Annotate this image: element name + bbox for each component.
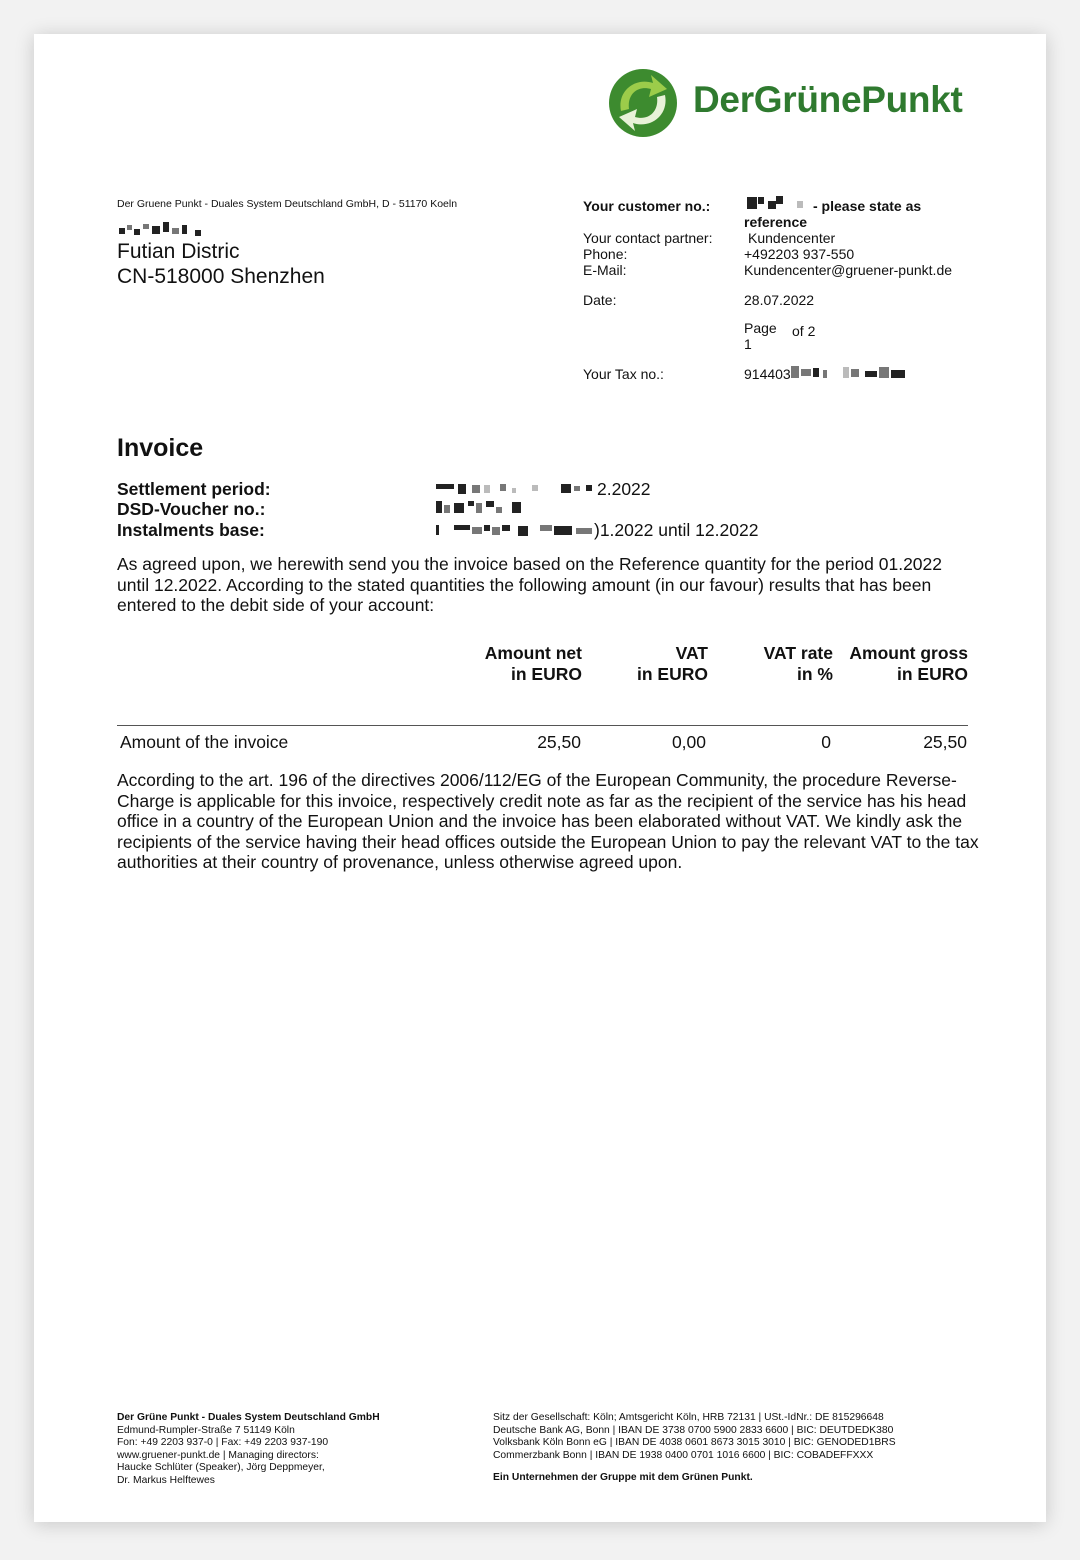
footer-web: www.gruener-punkt.de | Managing directors: xyxy=(117,1449,319,1461)
phone-value: +492203 937-550 xyxy=(744,246,855,262)
row-vat: 0,00 xyxy=(671,732,706,752)
instalments-label: Instalments base: xyxy=(117,520,265,540)
redacted-instalments-base xyxy=(436,524,594,536)
page-of: of 2 xyxy=(792,323,816,339)
redacted-tax-no xyxy=(791,366,907,379)
settlement-period-label: Settlement period: xyxy=(117,479,271,499)
instalments-value: )1.2022 until 12.2022 xyxy=(594,520,759,540)
contact-label: Your contact partner: xyxy=(583,230,713,246)
redacted-voucher-no xyxy=(436,501,526,515)
tax-prefix: 914403 xyxy=(744,366,791,382)
row-amount-gross: 25,50 xyxy=(923,732,967,752)
invoice-page xyxy=(34,34,1046,1522)
recipient-district: Futian Distric xyxy=(117,240,240,263)
phone-label: Phone: xyxy=(583,246,628,262)
recipient-city: CN-518000 Shenzhen xyxy=(117,265,325,288)
footer-registry: Sitz der Gesellschaft: Köln; Amtsgericht Köln, HRB 72131 | USt.-IdNr.: DE 815296648 xyxy=(493,1412,884,1423)
header-amount-net: Amount net in EURO xyxy=(484,643,582,684)
intro-paragraph: As agreed upon, we herewith send you the invoice based on the Reference quantity for the period 01.2022 until 12.2022. According to the stated quantities the following amount (in our favour) results that has been entered to the debit side of your account: xyxy=(117,554,943,615)
redacted-customer-no xyxy=(747,196,807,210)
date-value: 28.07.2022 xyxy=(744,292,815,308)
redacted-settlement-period xyxy=(436,483,596,495)
footer-company-block xyxy=(117,1412,380,1487)
reverse-charge-paragraph: According to the art. 196 of the directives 2006/112/EG of the European Community, the procedure Reverse-Charge is applicable for this invoice, respectively credit note as far as the recipient of the service has his head office in a country of the European Union and the invoice has been elaborated without VAT. We kindly ask the recipients of the service having their head offices outside the European Union to pay the relevant VAT to the tax authorities at their country of provenance, unless otherwise agreed upon. xyxy=(117,770,979,872)
tax-label: Your Tax no.: xyxy=(583,366,664,382)
footer-tagline: Ein Unternehmen der Gruppe mit dem Grünen Punkt. xyxy=(493,1472,753,1483)
footer-directors: Haucke Schlüter (Speaker), Jörg Deppmeyer, xyxy=(117,1462,325,1473)
header-vat-rate: VAT rate in % xyxy=(763,643,833,684)
redacted-recipient-name xyxy=(119,222,203,236)
green-dot-arrows-icon xyxy=(607,67,679,139)
footer-company-name: Der Grüne Punkt - Duales System Deutschland GmbH xyxy=(117,1412,380,1423)
row-vat-rate: 0 xyxy=(821,732,831,752)
footer-bank-2: Volksbank Köln Bonn eG | IBAN DE 4038 0601 8673 3015 3010 | BIC: GENODED1BRS xyxy=(493,1437,896,1448)
sender-line: Der Gruene Punkt - Duales System Deutschland GmbH, D - 51170 Koeln xyxy=(117,198,458,210)
logo-wordmark: DerGrünePunkt xyxy=(693,79,963,120)
page-number: 1 xyxy=(744,336,752,352)
header-vat: VAT in EURO xyxy=(637,643,708,684)
page-label: Page xyxy=(744,320,777,336)
table-divider xyxy=(117,725,968,726)
footer-bank-1: Deutsche Bank AG, Bonn | IBAN DE 3738 0700 5900 2833 6600 | BIC: DEUTDEDK380 xyxy=(493,1424,894,1436)
footer-directors-2: Dr. Markus Helftewes xyxy=(117,1474,215,1486)
customer-no-note-2: reference xyxy=(744,214,808,230)
email-value: Kundencenter@gruener-punkt.de xyxy=(744,262,953,278)
email-label: E-Mail: xyxy=(583,262,627,278)
footer-bank-3: Commerzbank Bonn | IBAN DE 1938 0400 0701 1016 6600 | BIC: COBADEFFXXX xyxy=(493,1449,874,1461)
footer-address: Edmund-Rumpler-Straße 7 51149 Köln xyxy=(117,1424,295,1436)
company-logo xyxy=(607,67,977,143)
footer-phone: Fon: +49 2203 937-0 | Fax: +49 2203 937-190 xyxy=(117,1437,329,1448)
header-amount-gross: Amount gross in EURO xyxy=(849,643,968,684)
row-amount-net: 25,50 xyxy=(537,732,581,752)
date-label: Date: xyxy=(583,292,617,308)
settlement-period-value: 2.2022 xyxy=(597,479,651,499)
row-label: Amount of the invoice xyxy=(120,732,289,752)
contact-value: Kundencenter xyxy=(748,230,836,246)
customer-no-label: Your customer no.: xyxy=(583,198,711,214)
footer-bank-block xyxy=(493,1412,896,1485)
customer-no-note: - please state as xyxy=(813,198,922,214)
voucher-label: DSD-Voucher no.: xyxy=(117,499,266,519)
invoice-title: Invoice xyxy=(117,434,204,462)
